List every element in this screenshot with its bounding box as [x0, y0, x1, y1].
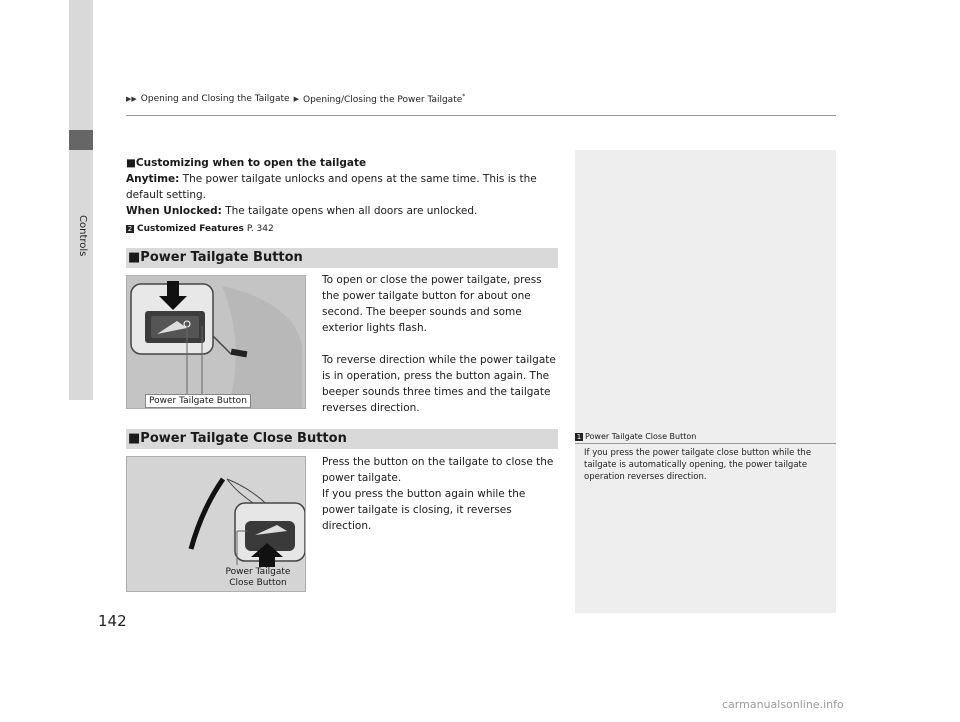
- power-tailgate-button-figure: [126, 275, 306, 409]
- sidebar-tab: [69, 0, 93, 400]
- figure-callout-label: Power Tailgate Close Button: [225, 567, 291, 588]
- note-icon: 1: [576, 432, 582, 441]
- cross-reference-icon: 2: [127, 225, 133, 233]
- paragraph: To open or close the power tailgate, press the power tailgate button for about one second. The beeper sounds and some exterior lights flash.: [322, 274, 542, 334]
- unlocked-paragraph: When Unlocked: The tailgate opens when all doors are unlocked.: [126, 205, 478, 217]
- anytime-paragraph: Anytime: The power tailgate unlocks and opens at the same time. This is the default setting.: [126, 173, 537, 201]
- watermark: carmanualsonline.info: [722, 698, 844, 711]
- cross-reference[interactable]: [126, 221, 556, 237]
- power-tailgate-close-button-text: [322, 454, 558, 534]
- side-note-title: 1 Power Tailgate Close Button: [576, 432, 697, 441]
- breadcrumb: [126, 93, 465, 105]
- intro-heading: ■Customizing when to open the tailgate: [126, 157, 367, 169]
- page-number: 142: [98, 612, 127, 630]
- asterisk-mark: *: [462, 93, 466, 100]
- header-rule: [126, 115, 836, 116]
- paragraph: If you press the button again while the power tailgate is closing, it reverses direction.: [322, 488, 526, 532]
- figure-callout-label: Power Tailgate Button: [145, 394, 251, 408]
- breadcrumb-arrow-icon: ▶▶: [126, 95, 137, 103]
- power-tailgate-button-text: [322, 272, 558, 416]
- sidebar-label: Controls: [77, 215, 88, 257]
- paragraph: To reverse direction while the power tailgate is in operation, press the button again. The beeper sounds three times and the tailgate reverses direction.: [322, 354, 556, 414]
- sidebar-tab-marker: [69, 130, 93, 150]
- cross-reference-title: Customized Features: [137, 224, 244, 234]
- side-note-rule: [575, 443, 836, 444]
- section-heading-power-tailgate-button: ■Power Tailgate Button: [126, 248, 558, 268]
- cross-reference-page: P. 342: [246, 224, 274, 234]
- paragraph: Press the button on the tailgate to close the power tailgate.: [322, 456, 554, 484]
- breadcrumb-item: Opening and Closing the Tailgate: [140, 94, 290, 104]
- side-note-panel: [575, 150, 836, 613]
- section-heading-power-tailgate-close-button: ■Power Tailgate Close Button: [126, 429, 558, 449]
- side-note-text: If you press the power tailgate close button while the tailgate is automatically opening, the power tailgate operation reverses direction.: [584, 448, 812, 482]
- breadcrumb-arrow-icon: ▶: [293, 95, 299, 103]
- breadcrumb-item: Opening/Closing the Power Tailgate*: [303, 93, 466, 105]
- intro-section: [126, 155, 556, 237]
- tailgate-button-illustration: [127, 276, 306, 409]
- power-tailgate-close-button-figure: [126, 456, 306, 592]
